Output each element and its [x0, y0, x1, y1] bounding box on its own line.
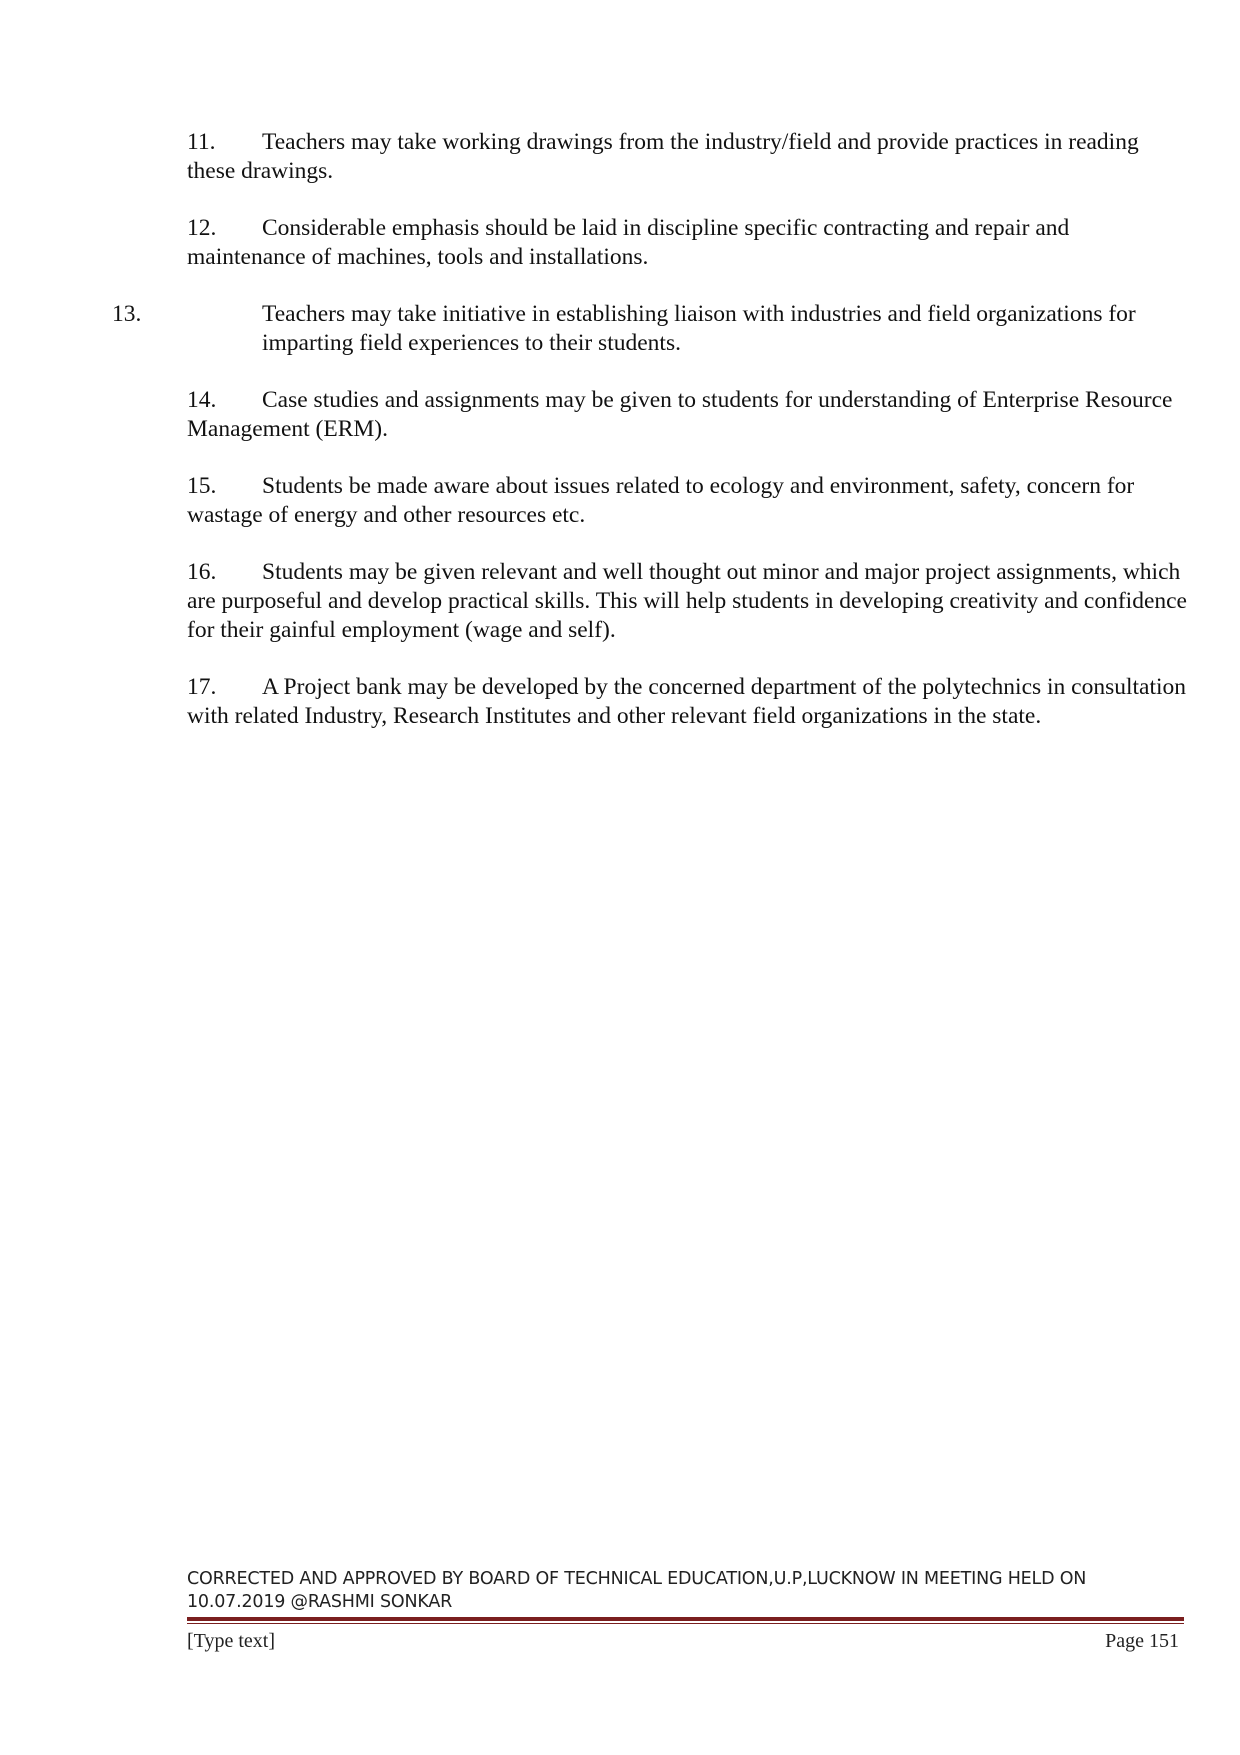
- item-number: 15.: [187, 473, 217, 499]
- item-number: 12.: [187, 215, 217, 241]
- footer-approval-note: CORRECTED AND APPROVED BY BOARD OF TECHNICAL EDUCATION,U.P,LUCKNOW IN MEETING HELD ON 10.07.2019 @RASHMI SONKAR: [187, 1569, 1087, 1612]
- page-number: Page 151: [1105, 1630, 1179, 1652]
- list-item-17: [187, 673, 1187, 731]
- item-text: Case studies and assignments may be given to students for understanding of Enterprise Resource Management (ERM).: [187, 387, 1173, 442]
- item-number: 14.: [187, 387, 217, 413]
- footer-placeholder-text: [Type text]: [187, 1630, 276, 1652]
- list-item-16: [187, 558, 1187, 645]
- item-number: 17.: [187, 674, 217, 700]
- document-body: [112, 128, 1187, 759]
- list-item-13: [112, 300, 1187, 358]
- list-item-12: [187, 214, 1187, 272]
- list-item-11: [187, 128, 1187, 186]
- item-text: Teachers may take working drawings from the industry/field and provide practices in reading these drawings.: [187, 129, 1139, 184]
- item-text: Teachers may take initiative in establishing liaison with industries and field organizations for imparting field experiences to their students.: [262, 301, 1136, 356]
- item-text: Students may be given relevant and well thought out minor and major project assignments, which are purposeful and develop practical skills. This will help students in developing creativity and confidence for their gainful employment (wage and self).: [187, 559, 1187, 643]
- footer-divider-thin: [187, 1623, 1184, 1624]
- item-text: A Project bank may be developed by the concerned department of the polytechnics in consultation with related Industry, Research Institutes and other relevant field organizations in the state.: [187, 674, 1187, 729]
- item-number: 13.: [112, 301, 142, 327]
- list-item-14: [187, 386, 1187, 444]
- item-text: Considerable emphasis should be laid in discipline specific contracting and repair and maintenance of machines, tools and installations.: [187, 215, 1070, 270]
- item-number: 11.: [187, 129, 216, 155]
- item-text: Students be made aware about issues related to ecology and environment, safety, concern for wastage of energy and other resources etc.: [187, 473, 1135, 528]
- list-item-15: [187, 472, 1187, 530]
- footer-divider: [187, 1617, 1184, 1621]
- item-number: 16.: [187, 559, 217, 585]
